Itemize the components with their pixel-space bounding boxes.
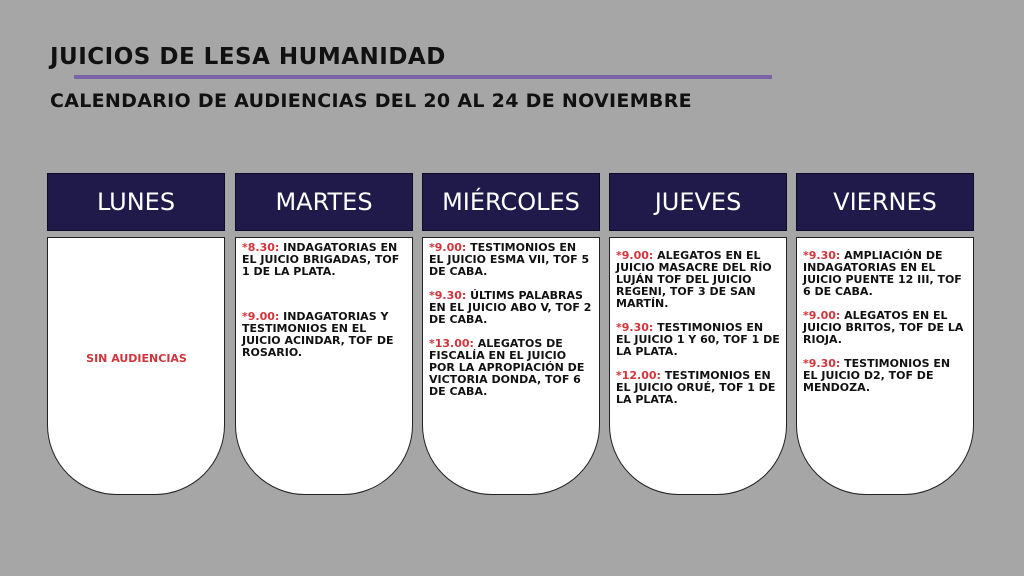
day-column-jueves — [609, 173, 787, 495]
day-header: LUNES — [47, 173, 225, 231]
hearing-entry — [616, 250, 781, 310]
no-hearings-label: SIN AUDIENCIAS — [86, 351, 187, 365]
page-subtitle: CALENDARIO DE AUDIENCIAS DEL 20 AL 24 DE NOVIEMBRE — [50, 90, 692, 112]
hearing-text: AMPLIACIÓN DE INDAGATORIAS EN EL JUICIO PUENTE 12 III, TOF 6 DE CABA. — [803, 249, 962, 298]
hearing-text: ALEGATOS EN EL JUICIO MASACRE DEL RÍO LUJÁN TOF DEL JUICIO REGENI, TOF 3 DE SAN MARTÍN. — [616, 249, 772, 310]
day-header: VIERNES — [796, 173, 974, 231]
hearing-entry — [803, 310, 968, 346]
hearing-entry — [242, 242, 407, 278]
hearing-text: TESTIMONIOS EN EL JUICIO ESMA VII, TOF 5 DE CABA. — [429, 241, 590, 278]
hearing-time: *9.00: — [429, 241, 467, 254]
day-header: MARTES — [235, 173, 413, 231]
hearing-text: ÚLTIMS PALABRAS EN EL JUICIO ABO V, TOF 2 DE CABA. — [429, 289, 592, 326]
hearing-time: *9.30: — [429, 289, 467, 302]
day-column-martes — [235, 173, 413, 495]
hearing-time: *9.30: — [803, 357, 841, 370]
hearing-time: *9.00: — [803, 309, 841, 322]
hearing-time: *9.30: — [803, 249, 841, 262]
hearing-text: INDAGATORIAS Y TESTIMONIOS EN EL JUICIO ACINDAR, TOF DE ROSARIO. — [242, 310, 394, 359]
hearing-text: ALEGATOS EN EL JUICIO BRITOS, TOF DE LA RIOJA. — [803, 309, 964, 346]
hearing-entry — [803, 250, 968, 298]
hearing-entry — [429, 290, 594, 326]
hearing-time: *8.30: — [242, 241, 280, 254]
day-card — [796, 237, 974, 495]
day-column-viernes — [796, 173, 974, 495]
day-header: MIÉRCOLES — [422, 173, 600, 231]
day-column-miercoles — [422, 173, 600, 495]
page-title: JUICIOS DE LESA HUMANIDAD — [50, 44, 446, 70]
hearing-text: ALEGATOS DE FISCALÍA EN EL JUICIO POR LA APROPIACIÓN DE VICTORIA DONDA, TOF 6 DE CABA. — [429, 337, 585, 398]
day-card — [47, 237, 225, 495]
hearing-time: *9.30: — [616, 321, 654, 334]
hearing-entry — [616, 322, 781, 358]
hearing-entry — [616, 370, 781, 406]
hearing-time: *12.00: — [616, 369, 661, 382]
hearing-entry — [242, 311, 407, 359]
hearing-entry — [429, 338, 594, 398]
hearing-text: TESTIMONIOS EN EL JUICIO 1 Y 60, TOF 1 DE LA PLATA. — [616, 321, 780, 358]
hearing-text: INDAGATORIAS EN EL JUICIO BRIGADAS, TOF 1 DE LA PLATA. — [242, 241, 400, 278]
hearing-entry — [429, 242, 594, 278]
hearing-time: *13.00: — [429, 337, 474, 350]
hearing-text: TESTIMONIOS EN EL JUICIO D2, TOF DE MENDOZA. — [803, 357, 951, 394]
hearing-entry — [803, 358, 968, 394]
day-column-lunes — [47, 173, 225, 495]
day-card — [609, 237, 787, 495]
title-divider — [74, 75, 772, 79]
day-header: JUEVES — [609, 173, 787, 231]
day-card — [235, 237, 413, 495]
hearing-text: TESTIMONIOS EN EL JUICIO ORUÉ, TOF 1 DE LA PLATA. — [616, 369, 776, 406]
hearing-time: *9.00: — [616, 249, 654, 262]
day-card — [422, 237, 600, 495]
hearing-time: *9.00: — [242, 310, 280, 323]
